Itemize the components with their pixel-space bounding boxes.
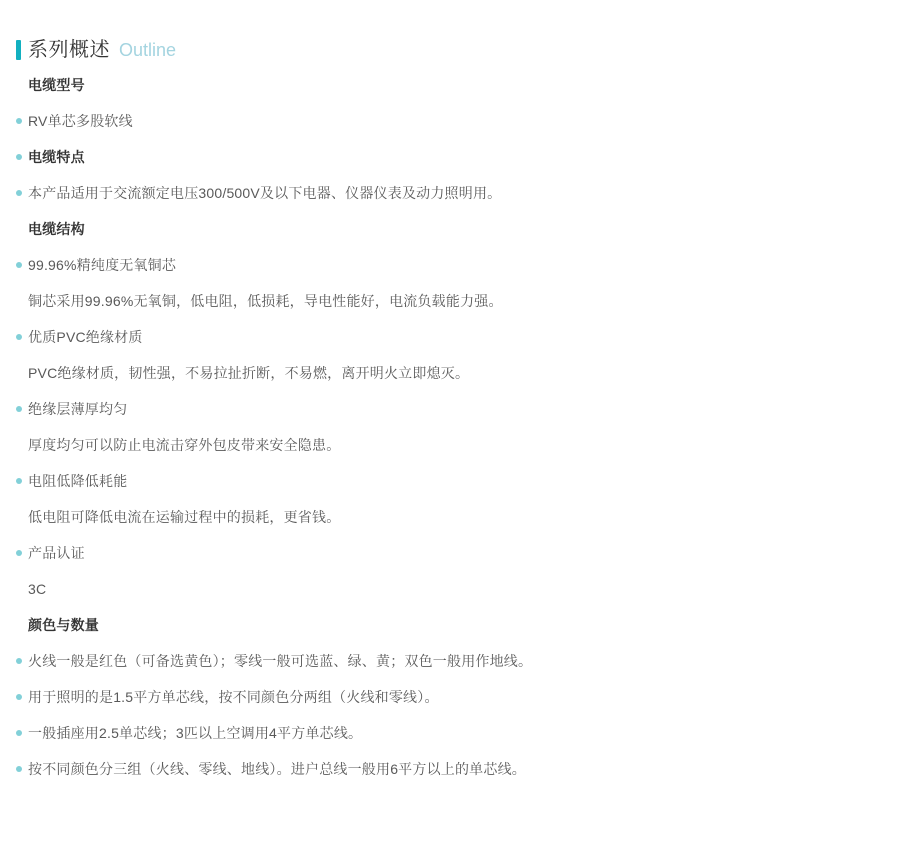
subheading-text: 电缆型号 bbox=[28, 77, 85, 93]
list-item bbox=[0, 175, 900, 211]
section-header bbox=[16, 39, 900, 61]
subheading-text: 颜色与数量 bbox=[28, 617, 99, 633]
list-item bbox=[0, 211, 900, 247]
list-item bbox=[0, 247, 900, 283]
section-title: 系列概述 bbox=[28, 39, 110, 61]
list-item-text: 铜芯采用99.96%无氧铜，低电阻，低损耗，导电性能好，电流负载能力强。 bbox=[28, 293, 503, 309]
list-item bbox=[0, 391, 900, 427]
list-item bbox=[0, 283, 900, 319]
subheading-text: 电缆结构 bbox=[28, 221, 85, 237]
bullet-dot-icon bbox=[16, 694, 22, 700]
list-item bbox=[0, 499, 900, 535]
list-item-text: 低电阻可降低电流在运输过程中的损耗，更省钱。 bbox=[28, 509, 341, 525]
list-item-text: 绝缘层薄厚均匀 bbox=[28, 401, 128, 417]
list-item bbox=[0, 427, 900, 463]
list-item bbox=[0, 571, 900, 607]
list-item bbox=[0, 103, 900, 139]
list-item-text: 用于照明的是1.5平方单芯线，按不同颜色分两组（火线和零线）。 bbox=[28, 689, 439, 705]
list-item-text: 电阻低降低耗能 bbox=[28, 473, 128, 489]
list-item-text: PVC绝缘材质，韧性强，不易拉扯折断，不易燃，离开明火立即熄灭。 bbox=[28, 365, 470, 381]
list-item-text: 厚度均匀可以防止电流击穿外包皮带来安全隐患。 bbox=[28, 437, 341, 453]
product-outline-page bbox=[0, 39, 900, 854]
bullet-dot-icon bbox=[16, 262, 22, 268]
list-item-text: 产品认证 bbox=[28, 545, 85, 561]
list-item-text: 按不同颜色分三组（火线、零线、地线）。进户总线一般用6平方以上的单芯线。 bbox=[28, 761, 526, 777]
list-item bbox=[0, 355, 900, 391]
list-item bbox=[0, 643, 900, 679]
bullet-dot-icon bbox=[16, 730, 22, 736]
list-item-text: RV单芯多股软线 bbox=[28, 113, 133, 129]
bullet-dot-icon bbox=[16, 658, 22, 664]
outline-list bbox=[0, 67, 900, 787]
list-item-text: 3C bbox=[28, 581, 47, 597]
bullet-dot-icon bbox=[16, 406, 22, 412]
list-item-text: 99.96%精纯度无氧铜芯 bbox=[28, 257, 177, 273]
bullet-dot-icon bbox=[16, 154, 22, 160]
list-item bbox=[0, 319, 900, 355]
list-item bbox=[0, 535, 900, 571]
bullet-dot-icon bbox=[16, 118, 22, 124]
list-item bbox=[0, 463, 900, 499]
list-item bbox=[0, 139, 900, 175]
bullet-dot-icon bbox=[16, 190, 22, 196]
list-item-text: 火线一般是红色（可备选黄色）；零线一般可选蓝、绿、黄；双色一般用作地线。 bbox=[28, 653, 533, 669]
list-item bbox=[0, 607, 900, 643]
list-item-text: 一般插座用2.5单芯线；3匹以上空调用4平方单芯线。 bbox=[28, 725, 363, 741]
accent-bar-icon bbox=[16, 40, 21, 60]
section-subtitle: Outline bbox=[119, 40, 177, 60]
bullet-dot-icon bbox=[16, 766, 22, 772]
bullet-dot-icon bbox=[16, 550, 22, 556]
subheading-text: 电缆特点 bbox=[28, 149, 85, 165]
list-item bbox=[0, 715, 900, 751]
list-item bbox=[0, 751, 900, 787]
bullet-dot-icon bbox=[16, 334, 22, 340]
list-item bbox=[0, 67, 900, 103]
list-item-text: 本产品适用于交流额定电压300/500V及以下电器、仪器仪表及动力照明用。 bbox=[28, 185, 502, 201]
list-item-text: 优质PVC绝缘材质 bbox=[28, 329, 143, 345]
list-item bbox=[0, 679, 900, 715]
bullet-dot-icon bbox=[16, 478, 22, 484]
